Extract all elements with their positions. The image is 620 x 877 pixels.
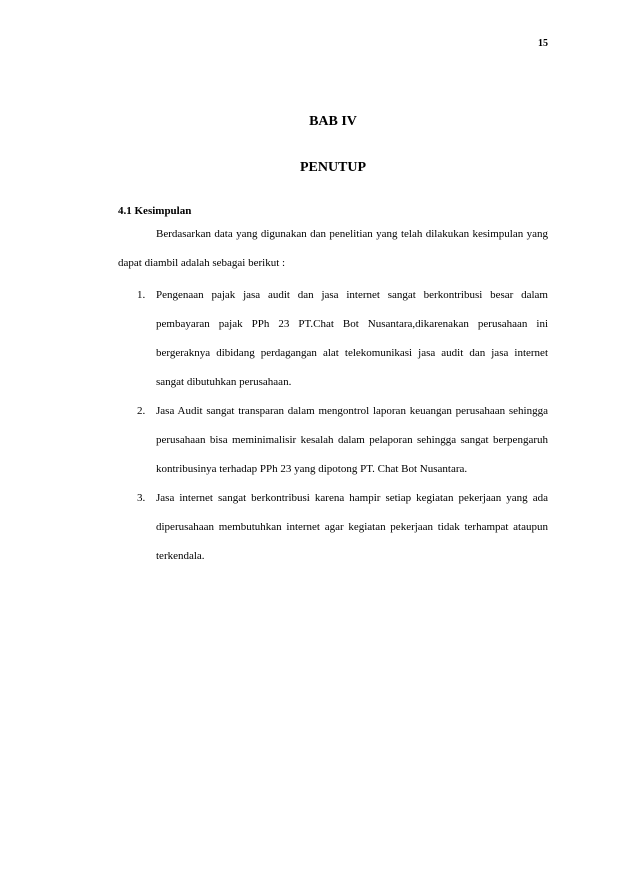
list-item-number: 3.: [137, 492, 146, 504]
chapter-subtitle: PENUTUP: [299, 160, 367, 175]
page-number: 15: [538, 38, 548, 49]
list-item-text: Pengenaan pajak jasa audit dan jasa internet sangat berkontribusi besar dalam pembayaran pajak PPh 23 PT.Chat Bot Nusantara,dikarenakan perusahaan ini bergeraknya dibidang perdagangan alat telekomunikasi jasa audit dan jasa internet sangat dibutuhkan perusahaan.: [156, 289, 548, 388]
conclusion-list: [118, 281, 548, 571]
list-item-text: Jasa internet sangat berkontribusi karena hampir setiap kegiatan pekerjaan yang ada diperusahaan membutuhkan internet agar kegiatan pekerjaan tidak terhampat ataupun terkendala.: [156, 492, 548, 562]
list-item-number: 1.: [137, 289, 146, 301]
list-item: [118, 281, 548, 397]
chapter-title: BAB IV: [309, 114, 357, 129]
list-item: [118, 397, 548, 484]
list-item: [118, 484, 548, 571]
list-item-text: Jasa Audit sangat transparan dalam mengontrol laporan keuangan perusahaan sehingga perusahaan bisa meminimalisir kesalah dalam pelaporan sehingga sangat berpengaruh kontribusinya terhadap PPh 23 yang dipotong PT. Chat Bot Nusantara.: [156, 405, 548, 475]
section-heading: 4.1 Kesimpulan: [118, 205, 192, 217]
list-item-number: 2.: [137, 405, 146, 417]
intro-paragraph: Berdasarkan data yang digunakan dan penelitian yang telah dilakukan kesimpulan yang dapat diambil adalah sebagai berikut :: [118, 228, 548, 269]
